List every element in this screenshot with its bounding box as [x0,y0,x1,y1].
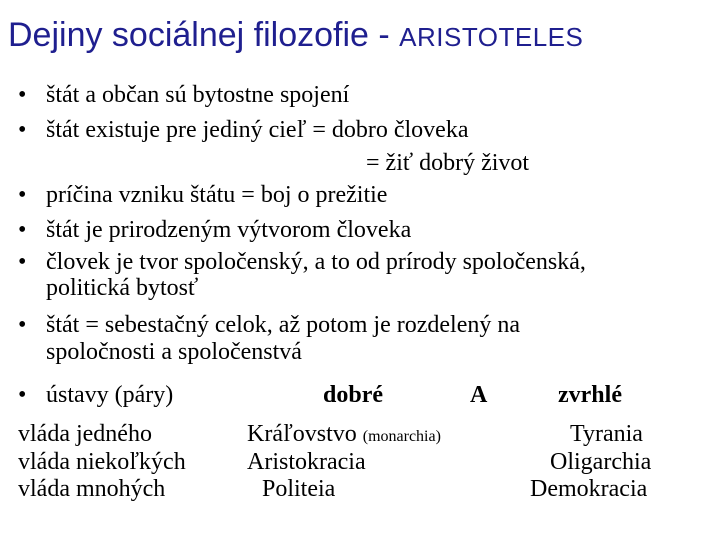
bullet-item-continuation: spoločnosti a spoločenstvá [46,339,302,365]
bullet-item-continuation: = žiť dobrý život [366,150,530,176]
good-form: Aristokracia [247,449,366,475]
bullet-marker: • [18,117,27,143]
good-form: Kráľovstvo (monarchia) [247,421,441,447]
good-header: dobré [323,382,383,408]
form-note: (monarchia) [362,428,441,445]
slide-title [8,18,583,52]
rule-label: vláda niekoľkých [18,449,186,475]
title-main: Dejiny sociálnej filozofie - [8,16,400,54]
title-accent: ARISTOTELES [399,22,584,52]
good-form: Politeia [262,476,336,502]
bullet-marker: • [18,312,27,338]
bad-form: Oligarchia [550,449,652,475]
bullet-marker: • [18,182,27,208]
bad-form: Demokracia [530,476,648,502]
bullet-item: štát existuje pre jediný cieľ = dobro človeka [46,117,469,143]
constitutions-label: ústavy (páry) [46,382,174,408]
bullet-marker: • [18,217,27,243]
bullet-item: štát = sebestačný celok, až potom je rozdelený na [46,312,521,338]
bad-form: Tyrania [570,421,643,447]
rule-label: vláda mnohých [18,476,166,502]
bullet-item: štát je prirodzeným výtvorom človeka [46,217,412,243]
rule-label: vláda jedného [18,421,152,447]
bullet-item: príčina vzniku štátu = boj o prežitie [46,182,388,208]
a-header: A [470,382,488,408]
bad-header: zvrhlé [558,382,622,408]
bullet-item: človek je tvor spoločenský, a to od prírody spoločenská, [46,249,586,275]
bullet-marker: • [18,249,27,275]
bullet-item: štát a občan sú bytostne spojení [46,82,350,108]
bullet-item-continuation: politická bytosť [46,275,199,301]
bullet-marker: • [18,382,27,408]
bullet-marker: • [18,82,27,108]
